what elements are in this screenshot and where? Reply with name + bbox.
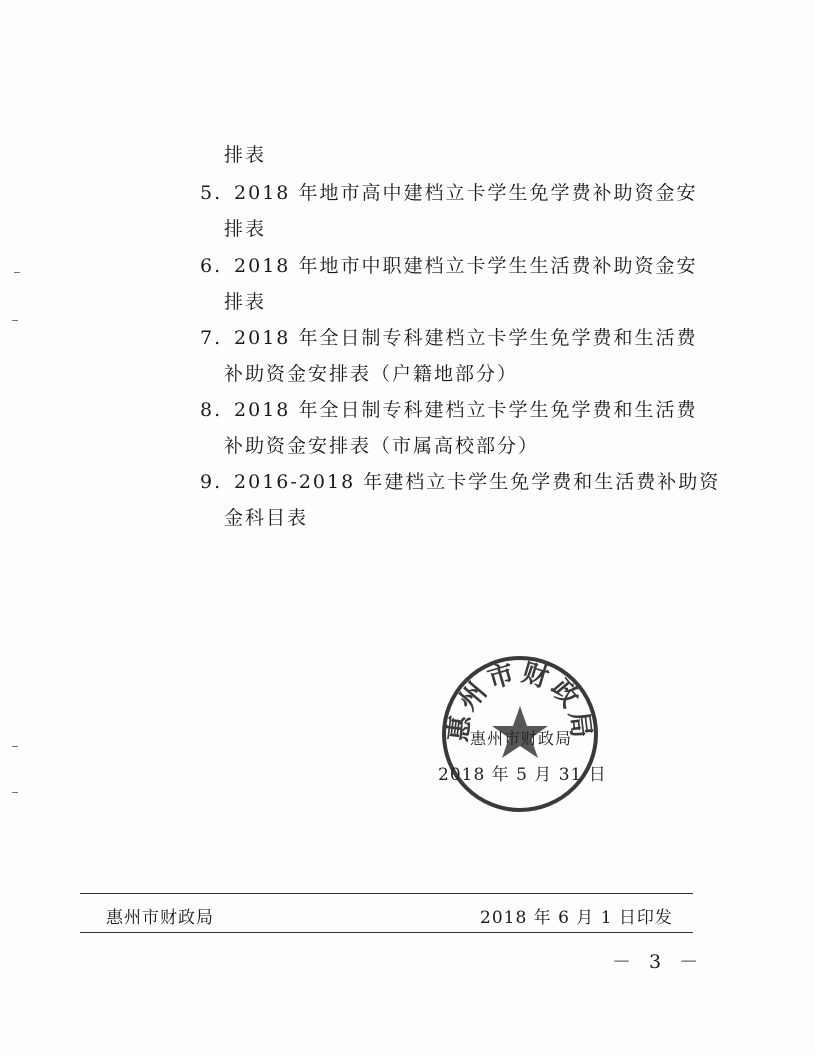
scan-mark — [14, 272, 20, 273]
signature-date: 2018 年 5 月 31 日 — [438, 765, 607, 785]
list-item-8 — [200, 397, 697, 423]
list-item-text: 2018 年全日制专科建档立卡学生免学费和生活费 — [234, 399, 698, 421]
list-item-8-line2: 补助资金安排表（市属高校部分） — [224, 435, 540, 457]
list-item-text: 2018 年地市中职建档立卡学生生活费补助资金安 — [234, 255, 698, 277]
list-item-5-line2: 排表 — [224, 218, 267, 240]
scan-mark — [12, 792, 18, 793]
list-item-5 — [200, 180, 697, 206]
footer-issuer: 惠州市财政局 — [106, 908, 214, 928]
list-item-number: 6. — [200, 255, 223, 277]
footer-rule-bottom — [80, 932, 693, 933]
list-item-9-line2: 金科目表 — [224, 507, 309, 529]
scan-mark — [12, 746, 18, 747]
scan-mark — [12, 320, 18, 321]
list-item-9 — [200, 469, 720, 495]
signature-org: 惠州市财政局 — [470, 729, 573, 748]
list-item-number: 9. — [200, 471, 223, 493]
list-item-7-line2: 补助资金安排表（户籍地部分） — [224, 363, 519, 385]
list-item-number: 7. — [200, 327, 223, 349]
list-item-6 — [200, 253, 697, 279]
list-item-text: 2018 年全日制专科建档立卡学生免学费和生活费 — [234, 327, 698, 349]
list-item-6-line2: 排表 — [224, 291, 267, 313]
footer-issued-date: 2018 年 6 月 1 日印发 — [480, 908, 673, 928]
list-continuation: 排表 — [224, 144, 267, 166]
footer-rule-top — [80, 893, 693, 894]
page-number: － 3 － — [612, 951, 705, 973]
list-item-text: 2016-2018 年建档立卡学生免学费和生活费补助资 — [234, 471, 721, 493]
list-item-number: 5. — [200, 182, 223, 204]
list-item-text: 2018 年地市高中建档立卡学生免学费补助资金安 — [234, 182, 698, 204]
list-item-number: 8. — [200, 399, 223, 421]
list-item-7 — [200, 325, 697, 351]
seal-text: 惠州市财政局 — [443, 657, 597, 744]
